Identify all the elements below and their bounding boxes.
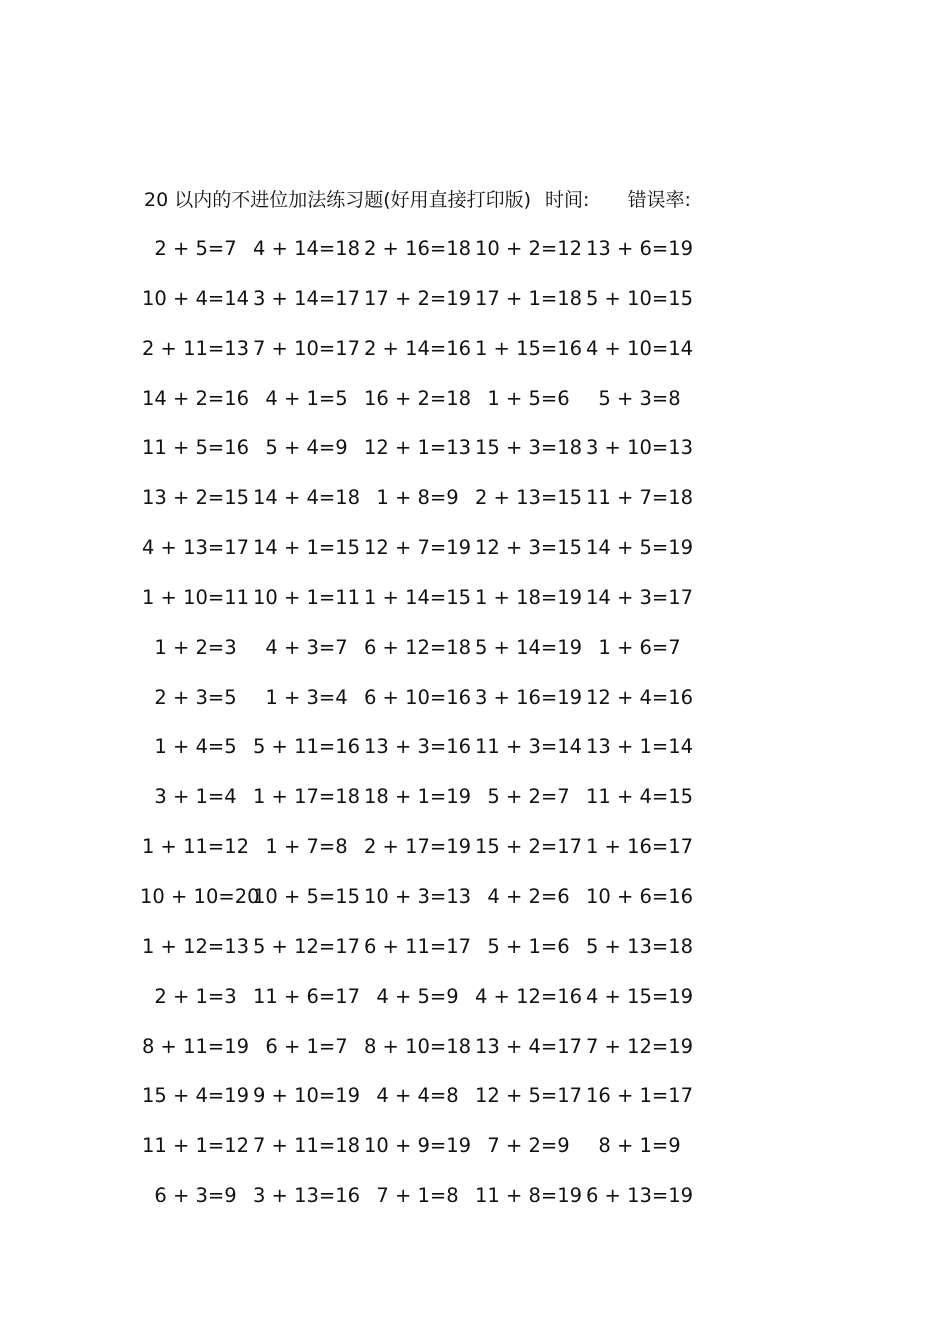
problem-item: 8 + 11=19 xyxy=(141,1034,250,1058)
problem-row xyxy=(140,1131,740,1181)
problem-row xyxy=(140,1032,740,1082)
problem-item: 1 + 5=6 xyxy=(487,386,570,410)
problem-item: 1 + 10=11 xyxy=(141,585,250,609)
problem-item: 10 + 6=16 xyxy=(585,884,694,908)
problem-item: 5 + 14=19 xyxy=(474,635,583,659)
problem-item: 5 + 2=7 xyxy=(487,785,570,809)
problem-item: 1 + 7=8 xyxy=(265,835,348,859)
problem-item: 11 + 3=14 xyxy=(474,735,583,759)
problem-row xyxy=(140,334,740,384)
problem-item: 1 + 2=3 xyxy=(154,635,237,659)
problem-row xyxy=(140,782,740,832)
problem-row xyxy=(140,384,740,434)
problem-item: 13 + 1=14 xyxy=(585,735,694,759)
problem-item: 17 + 1=18 xyxy=(474,286,583,310)
problem-row xyxy=(140,982,740,1032)
problem-item: 14 + 5=19 xyxy=(585,536,694,560)
problem-item: 6 + 13=19 xyxy=(585,1184,694,1208)
problem-row xyxy=(140,1181,740,1231)
problem-item: 5 + 4=9 xyxy=(265,436,348,460)
problem-row xyxy=(140,882,740,932)
problem-item: 8 + 10=18 xyxy=(363,1034,472,1058)
problem-item: 10 + 10=20 xyxy=(140,884,260,908)
problem-item: 12 + 4=16 xyxy=(585,685,694,709)
problem-item: 3 + 10=13 xyxy=(585,436,694,460)
problem-item: 4 + 5=9 xyxy=(376,984,459,1008)
problem-item: 15 + 3=18 xyxy=(474,436,583,460)
problem-item: 5 + 13=18 xyxy=(585,934,694,958)
problem-item: 10 + 2=12 xyxy=(474,237,583,260)
problem-grid xyxy=(140,234,740,1231)
problem-item: 11 + 6=17 xyxy=(252,984,361,1008)
problem-item: 10 + 9=19 xyxy=(363,1134,472,1158)
problem-item: 11 + 7=18 xyxy=(585,486,694,510)
problem-item: 4 + 14=18 xyxy=(252,237,361,260)
problem-row xyxy=(140,932,740,982)
problem-item: 2 + 16=18 xyxy=(363,237,472,260)
problem-item: 1 + 6=7 xyxy=(598,635,681,659)
problem-item: 14 + 2=16 xyxy=(141,386,250,410)
problem-row xyxy=(140,433,740,483)
problem-row xyxy=(140,533,740,583)
problem-item: 7 + 10=17 xyxy=(252,336,361,360)
problem-item: 1 + 4=5 xyxy=(154,735,237,759)
problem-item: 2 + 1=3 xyxy=(154,984,237,1008)
problem-item: 11 + 4=15 xyxy=(585,785,694,809)
problem-item: 4 + 1=5 xyxy=(265,386,348,410)
problem-item: 4 + 13=17 xyxy=(141,536,250,560)
problem-item: 10 + 5=15 xyxy=(252,884,361,908)
problem-item: 2 + 5=7 xyxy=(154,237,237,260)
problem-item: 14 + 1=15 xyxy=(252,536,361,560)
problem-item: 7 + 1=8 xyxy=(376,1184,459,1208)
problem-item: 14 + 3=17 xyxy=(585,585,694,609)
problem-item: 10 + 3=13 xyxy=(363,884,472,908)
problem-row xyxy=(140,732,740,782)
problem-item: 4 + 12=16 xyxy=(474,984,583,1008)
problem-item: 12 + 5=17 xyxy=(474,1084,583,1108)
problem-item: 7 + 2=9 xyxy=(487,1134,570,1158)
problem-row xyxy=(140,1081,740,1131)
problem-item: 1 + 18=19 xyxy=(474,585,583,609)
problem-item: 6 + 1=7 xyxy=(265,1034,348,1058)
problem-item: 1 + 11=12 xyxy=(141,835,250,859)
problem-item: 12 + 7=19 xyxy=(363,536,472,560)
problem-item: 15 + 2=17 xyxy=(474,835,583,859)
problem-item: 10 + 1=11 xyxy=(252,585,361,609)
worksheet-header xyxy=(144,186,691,214)
error-rate-label: 错误率: xyxy=(627,189,691,211)
problem-item: 7 + 11=18 xyxy=(252,1134,361,1158)
problem-item: 5 + 11=16 xyxy=(252,735,361,759)
problem-row xyxy=(140,483,740,533)
problem-item: 11 + 1=12 xyxy=(141,1134,250,1158)
problem-item: 6 + 11=17 xyxy=(363,934,472,958)
problem-item: 6 + 3=9 xyxy=(154,1184,237,1208)
problem-row xyxy=(140,583,740,633)
problem-row xyxy=(140,832,740,882)
problem-row xyxy=(140,284,740,334)
problem-item: 6 + 12=18 xyxy=(363,635,472,659)
problem-item: 4 + 2=6 xyxy=(487,884,570,908)
problem-item: 11 + 8=19 xyxy=(474,1184,583,1208)
problem-item: 13 + 2=15 xyxy=(141,486,250,510)
problem-item: 5 + 3=8 xyxy=(598,386,681,410)
problem-item: 3 + 14=17 xyxy=(252,286,361,310)
problem-item: 3 + 1=4 xyxy=(154,785,237,809)
problem-item: 18 + 1=19 xyxy=(363,785,472,809)
problem-item: 7 + 12=19 xyxy=(585,1034,694,1058)
time-label: 时间: xyxy=(545,189,590,211)
problem-item: 12 + 1=13 xyxy=(363,436,472,460)
problem-item: 1 + 14=15 xyxy=(363,585,472,609)
problem-item: 2 + 11=13 xyxy=(141,336,250,360)
problem-item: 5 + 10=15 xyxy=(585,286,694,310)
problem-item: 4 + 4=8 xyxy=(376,1084,459,1108)
problem-item: 10 + 4=14 xyxy=(141,286,250,310)
problem-item: 13 + 6=19 xyxy=(585,237,694,260)
problem-item: 16 + 1=17 xyxy=(585,1084,694,1108)
problem-item: 16 + 2=18 xyxy=(363,386,472,410)
problem-item: 1 + 12=13 xyxy=(141,934,250,958)
problem-item: 13 + 4=17 xyxy=(474,1034,583,1058)
problem-row xyxy=(140,633,740,683)
problem-item: 12 + 3=15 xyxy=(474,536,583,560)
problem-row xyxy=(140,234,740,284)
problem-item: 2 + 14=16 xyxy=(363,336,472,360)
problem-item: 6 + 10=16 xyxy=(363,685,472,709)
problem-item: 14 + 4=18 xyxy=(252,486,361,510)
problem-item: 11 + 5=16 xyxy=(141,436,250,460)
problem-item: 2 + 17=19 xyxy=(363,835,472,859)
problem-item: 5 + 1=6 xyxy=(487,934,570,958)
problem-item: 1 + 8=9 xyxy=(376,486,459,510)
problem-item: 3 + 13=16 xyxy=(252,1184,361,1208)
problem-row xyxy=(140,683,740,733)
problem-item: 4 + 3=7 xyxy=(265,635,348,659)
problem-item: 5 + 12=17 xyxy=(252,934,361,958)
problem-item: 2 + 3=5 xyxy=(154,685,237,709)
problem-item: 17 + 2=19 xyxy=(363,286,472,310)
problem-item: 1 + 15=16 xyxy=(474,336,583,360)
problem-item: 9 + 10=19 xyxy=(252,1084,361,1108)
problem-item: 4 + 10=14 xyxy=(585,336,694,360)
problem-item: 8 + 1=9 xyxy=(598,1134,681,1158)
problem-item: 4 + 15=19 xyxy=(585,984,694,1008)
problem-item: 1 + 3=4 xyxy=(265,685,348,709)
problem-item: 3 + 16=19 xyxy=(474,685,583,709)
problem-item: 1 + 16=17 xyxy=(585,835,694,859)
problem-item: 2 + 13=15 xyxy=(474,486,583,510)
problem-item: 15 + 4=19 xyxy=(141,1084,250,1108)
problem-item: 1 + 17=18 xyxy=(252,785,361,809)
worksheet-title: 20 以内的不进位加法练习题(好用直接打印版) xyxy=(144,189,532,211)
problem-item: 13 + 3=16 xyxy=(363,735,472,759)
